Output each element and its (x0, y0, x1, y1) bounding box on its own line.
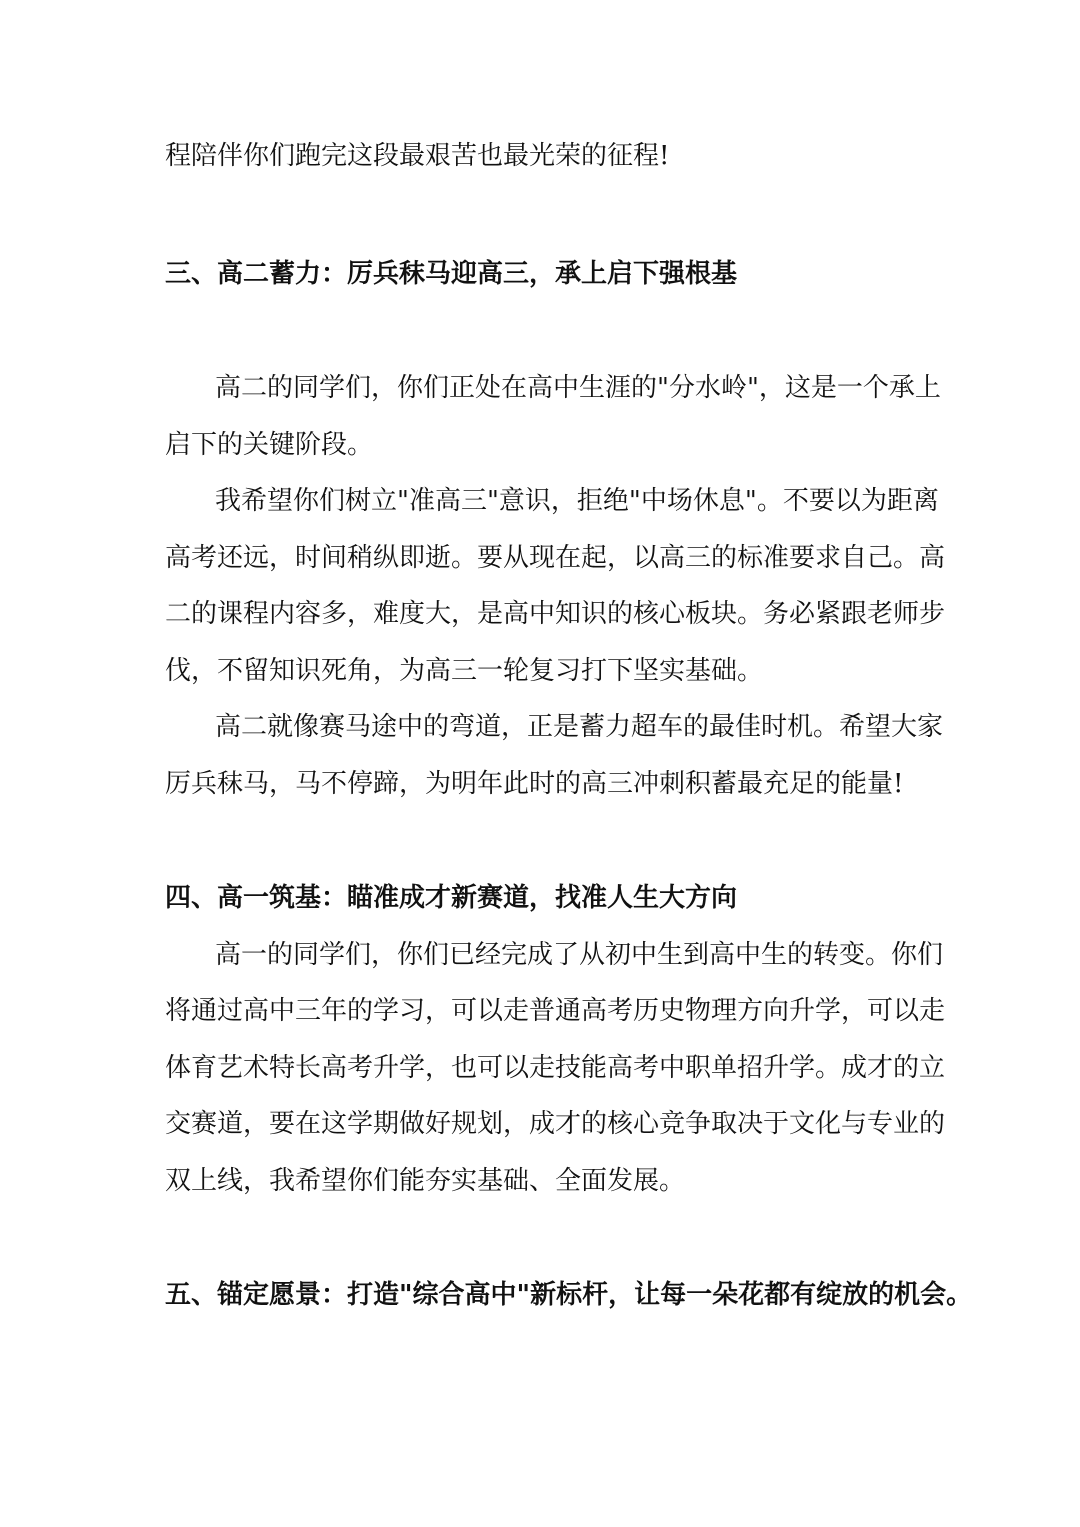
paragraph-line: 交赛道，要在这学期做好规划，成才的核心竞争取决于文化与专业的 (165, 1109, 946, 1139)
paragraph-line: 体育艺术特长高考升学，也可以走技能高考中职单招升学。成才的立 (165, 1053, 946, 1083)
paragraph-line: 程陪伴你们跑完这段最艰苦也最光荣的征程! (165, 141, 670, 171)
section-heading-3: 三、高二蓄力：厉兵秣马迎高三，承上启下强根基 (165, 259, 738, 289)
section-heading-4: 四、高一筑基：瞄准成才新赛道，找准人生大方向 (165, 883, 738, 913)
section-heading-5: 五、锚定愿景：打造"综合高中"新标杆，让每一朵花都有绽放的机会。 (165, 1280, 973, 1310)
paragraph-line: 启下的关键阶段。 (165, 430, 374, 460)
paragraph-line: 高二就像赛马途中的弯道，正是蓄力超车的最佳时机。希望大家 (215, 712, 944, 742)
paragraph-line: 双上线，我希望你们能夯实基础、全面发展。 (165, 1166, 686, 1196)
paragraph-line: 将通过高中三年的学习，可以走普通高考历史物理方向升学，可以走 (165, 996, 946, 1026)
paragraph-line: 二的课程内容多，难度大，是高中知识的核心板块。务必紧跟老师步 (165, 599, 946, 629)
paragraph-line: 高一的同学们，你们已经完成了从初中生到高中生的转变。你们 (215, 940, 944, 970)
paragraph-line: 我希望你们树立"准高三"意识，拒绝"中场休息"。不要以为距离 (215, 486, 939, 516)
paragraph-line: 高考还远，时间稍纵即逝。要从现在起，以高三的标准要求自己。高 (165, 543, 946, 573)
paragraph-line: 厉兵秣马，马不停蹄，为明年此时的高三冲刺积蓄最充足的能量! (165, 769, 904, 799)
paragraph-line: 高二的同学们，你们正处在高中生涯的"分水岭"，这是一个承上 (215, 373, 941, 403)
paragraph-line: 伐，不留知识死角，为高三一轮复习打下坚实基础。 (165, 656, 764, 686)
